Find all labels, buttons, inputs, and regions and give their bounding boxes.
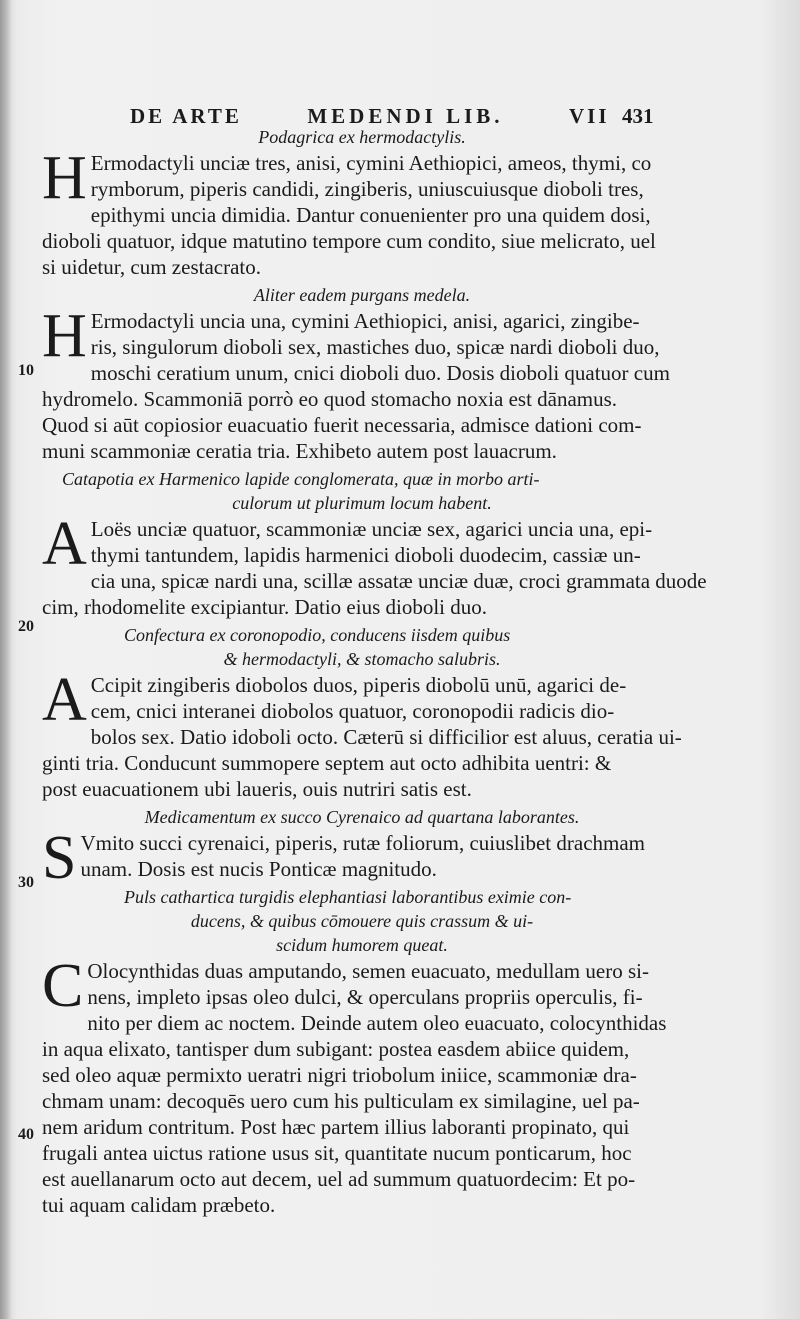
paragraph <box>42 824 682 892</box>
text-line: Ermodactyli unciæ tres, anisi, cymini Aethiopici, ameos, thymi, co <box>90 151 652 175</box>
margin-number-10: 10 <box>18 362 34 379</box>
text-line: in aqua elixato, tantisper dum subigant: postea easdem abiice quidem, <box>42 1037 630 1061</box>
section-heading-cont: & hermodactyli, & stomacho salubris. <box>223 649 501 669</box>
drop-initial: A <box>42 666 87 734</box>
text-line: nito per diem ac noctem. Deinde autem oleo euacuato, colocynthidas <box>87 1011 667 1035</box>
text-line: Ermodactyli uncia una, cymini Aethiopici, anisi, agarici, zingibe- <box>90 309 640 333</box>
text-line: chmam unam: decoquēs uero cum his pulticulam ex similagine, uel pa- <box>42 1089 640 1113</box>
section-heading: Catapotia ex Harmenico lapide conglomerata, quæ in morbo arti- <box>62 469 540 489</box>
text-line: cem, cnici interanei diobolos quatuor, coronopodii radicis dio- <box>90 699 615 723</box>
paragraph <box>42 510 707 620</box>
page-text <box>42 126 707 1222</box>
text-line: post euacuationem ubi laueris, ouis nutriri satis est. <box>42 777 472 801</box>
section-heading: Podagrica ex hermodactylis. <box>258 127 466 147</box>
paragraph <box>42 144 682 280</box>
text-line: rymborum, piperis candidi, zingiberis, uniuscuiusque dioboli tres, <box>90 177 644 201</box>
text-line: epithymi uncia dimidia. Dantur conuenienter pro una quidem dosi, <box>90 203 651 227</box>
paragraph <box>42 302 682 464</box>
drop-initial: H <box>42 144 87 212</box>
text-line: muni scammoniæ ceratia tria. Exhibeto autem post lauacrum. <box>42 439 557 463</box>
section-heading-cont: culorum ut plurimum locum habent. <box>232 493 492 513</box>
text-line: ginti tria. Conducunt summopere septem aut octo adhibita uentri: & <box>42 751 612 775</box>
text-line: nem aridum contritum. Post hæc partem illius laboranti propinato, qui <box>42 1115 630 1139</box>
section-heading: Confectura ex coronopodio, conducens iisdem quibus <box>124 625 511 645</box>
text-line: tui aquam calidam præbeto. <box>42 1193 276 1217</box>
text-line: Loës unciæ quatuor, scammoniæ unciæ sex, agarici uncia una, epi- <box>90 517 653 541</box>
margin-number-20: 20 <box>18 618 34 635</box>
text-line: Olocynthidas duas amputando, semen euacuato, medullam uero si- <box>87 959 649 983</box>
folio-number: 431 <box>622 104 654 128</box>
text-line: moschi ceratium unum, cnici dioboli duo. Dosis dioboli quatuor cum <box>90 361 670 385</box>
header-center: MEDENDI LIB. <box>307 104 504 128</box>
text-line: dioboli quatuor, idque matutino tempore cum condito, siue melicrato, uel <box>42 229 656 253</box>
paragraph <box>42 952 682 1218</box>
text-line: est auellanarum octo aut decem, uel ad summum quatuordecim: Et po- <box>42 1167 636 1191</box>
gutter-shadow <box>0 0 12 1319</box>
drop-initial: A <box>42 510 87 578</box>
section-heading-cont: scidum humorem queat. <box>276 935 448 955</box>
text-line: Quod si aūt copiosior euacuatio fuerit necessaria, admisce dationi com- <box>42 413 642 437</box>
text-line: thymi tantundem, lapidis harmenici dioboli duodecim, cassiæ un- <box>90 543 641 567</box>
text-line: Vmito succi cyrenaici, piperis, rutæ foliorum, cuiuslibet drachmam <box>80 831 646 855</box>
drop-initial: H <box>42 302 87 370</box>
text-line: Ccipit zingiberis diobolos duos, piperis diobolū unū, agarici de- <box>90 673 627 697</box>
header-left: DE ARTE <box>130 104 242 128</box>
section-heading: Aliter eadem purgans medela. <box>253 285 471 305</box>
section-heading-cont: ducens, & quibus cōmouere quis crassum & ui- <box>190 911 534 931</box>
margin-number-40: 40 <box>18 1126 34 1143</box>
paragraph <box>42 666 682 802</box>
text-line: si uidetur, cum zestacrato. <box>42 255 261 279</box>
section-heading: Puls cathartica turgidis elephantiasi laborantibus eximie con- <box>124 887 572 907</box>
text-line: frugali antea uictus ratione usus sit, quantitate nucum ponticarum, hoc <box>42 1141 632 1165</box>
section-heading: Medicamentum ex succo Cyrenaico ad quartana laborantes. <box>144 807 580 827</box>
text-line: nens, impleto ipsas oleo dulci, & operculans propriis operculis, fi- <box>87 985 643 1009</box>
text-line: cim, rhodomelite excipiantur. Datio eius dioboli duo. <box>42 595 487 619</box>
text-line: bolos sex. Datio idoboli octo. Cæterū si difficilior est aluus, ceratia ui- <box>90 725 682 749</box>
text-line: unam. Dosis est nucis Ponticæ magnitudo. <box>80 857 437 881</box>
header-right: VII <box>569 104 610 128</box>
text-line: sed oleo aquæ permixto ueratri nigri triobolum iniice, scammoniæ dra- <box>42 1063 637 1087</box>
margin-number-30: 30 <box>18 874 34 891</box>
text-line: ris, singulorum dioboli sex, mastiches duo, spicæ nardi dioboli duo, <box>90 335 660 359</box>
text-line: hydromelo. Scammoniā porrò eo quod stomacho noxia est dānamus. <box>42 387 618 411</box>
drop-initial: S <box>42 824 77 892</box>
text-line: cia una, spicæ nardi una, scillæ assatæ unciæ duæ, croci grammata duode <box>90 569 707 593</box>
drop-initial: C <box>42 952 84 1020</box>
